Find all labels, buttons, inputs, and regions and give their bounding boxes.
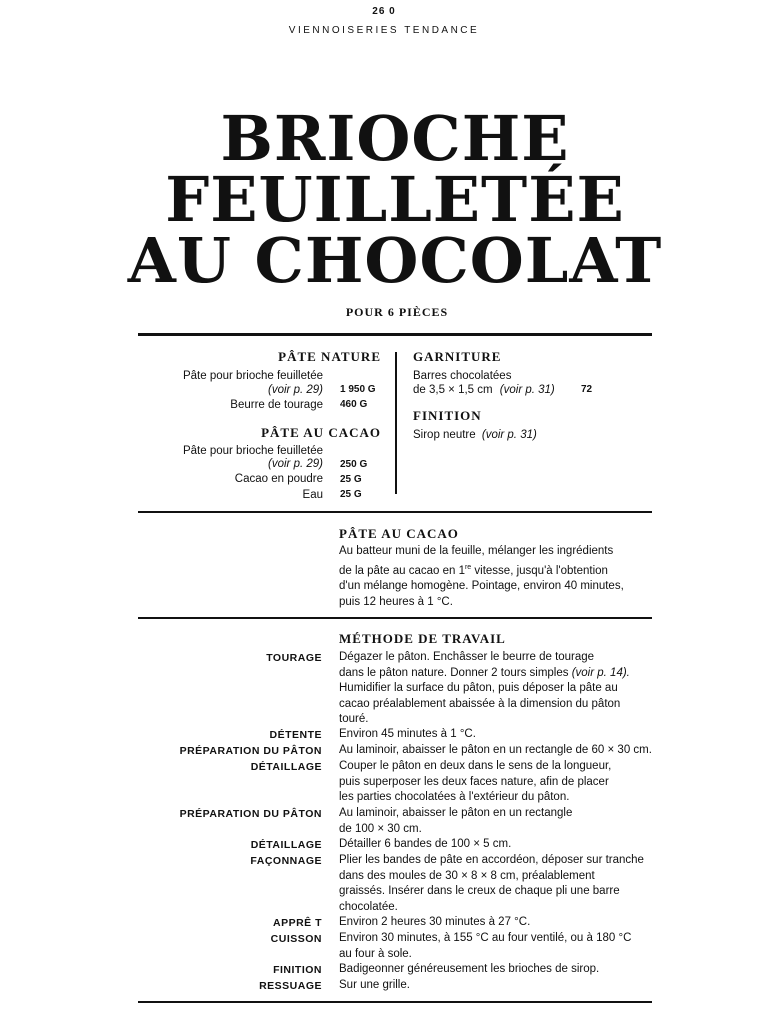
divider-middle <box>138 511 652 513</box>
step-line: de 100 × 30 cm. <box>339 822 422 835</box>
pate-nature-item1: Pâte pour brioche feuilletée <box>182 370 323 382</box>
page-number: 26 0 <box>372 6 396 17</box>
pate-cacao-item1-qty: 250 G <box>340 459 368 470</box>
step-label-faconnage: FAÇONNAGE <box>250 855 322 867</box>
step-label-ressuage: RESSUAGE <box>259 980 322 992</box>
step-text-tourage <box>339 650 630 728</box>
garniture-size: de 3,5 × 1,5 cm <box>413 384 493 396</box>
step-line: touré. <box>339 713 369 726</box>
step-line: Environ 45 minutes à 1 °C. <box>339 728 476 740</box>
step-line: Couper le pâton en deux dans le sens de la longueur, <box>339 760 612 772</box>
cacao-line-2 <box>339 560 624 579</box>
cacao-line-4: puis 12 heures à 1 °C. <box>339 595 453 608</box>
step-line: Dégazer le pâton. Enchâsser le beurre de tourage <box>339 651 595 663</box>
pate-nature-item1-qty: 1 950 G <box>340 384 376 395</box>
cacao-section-body <box>339 544 624 610</box>
cacao-line-2b: vitesse, jusqu'à l'obtention <box>471 564 608 577</box>
step-label-cuisson: CUISSON <box>270 933 322 945</box>
cacao-section-heading: PÂTE AU CACAO <box>339 526 459 541</box>
step-line: Badigeonner généreusement les brioches de sirop. <box>339 963 600 975</box>
pate-nature-item1-ref: (voir p. 29) <box>268 384 323 396</box>
step-text-finition <box>339 962 599 978</box>
garniture-heading: GARNITURE <box>413 349 502 364</box>
pate-nature-item2-qty: 460 G <box>340 399 368 410</box>
cacao-line-3: d'un mélange homogène. Pointage, environ 40 minutes, <box>339 580 624 593</box>
finition-heading: FINITION <box>413 408 482 423</box>
step-label-preparation-1: PRÉPARATION DU PÂTON <box>179 745 322 757</box>
running-title: VIENNOISERIES TENDANCE <box>288 25 480 36</box>
garniture-line2 <box>413 382 555 398</box>
step-label-appret: APPRÊ T <box>272 917 322 929</box>
step-line: Sur une grille. <box>339 979 410 991</box>
garniture-ref: (voir p. 31) <box>499 384 555 396</box>
step-line: au four à sole. <box>339 947 412 960</box>
pate-cacao-item3: Eau <box>302 489 323 501</box>
step-line: Environ 30 minutes, à 155 °C au four ventilé, ou à 180 °C <box>339 932 632 944</box>
step-line: Humidifier la surface du pâton, puis déposer la pâte au <box>339 682 618 695</box>
step-line: Au laminoir, abaisser le pâton en un rectangle de 60 × 30 cm. <box>339 744 652 756</box>
pate-cacao-item1: Pâte pour brioche feuilletée <box>182 445 323 457</box>
step-text-detaillage-2 <box>339 837 511 853</box>
step-line: les parties chocolatées à l'extérieur du pâton. <box>339 791 570 804</box>
title-line-1: BRIOCHE <box>220 102 570 175</box>
step-label-detaillage-1: DÉTAILLAGE <box>250 761 322 773</box>
column-divider <box>395 352 397 494</box>
step-line: Environ 2 heures 30 minutes à 27 °C. <box>339 916 531 928</box>
step-text-ressuage <box>339 978 410 994</box>
finition-line <box>413 427 537 443</box>
step-text-preparation-1 <box>339 743 652 759</box>
finition-name: Sirop neutre <box>413 429 476 441</box>
step-line: cacao préalablement abaissée à la dimension du pâton <box>339 697 621 710</box>
method-heading: MÉTHODE DE TRAVAIL <box>339 631 506 646</box>
pate-cacao-item2: Cacao en poudre <box>234 473 323 485</box>
step-text-detente <box>339 727 476 743</box>
step-text-faconnage <box>339 853 644 915</box>
cacao-line-1: Au batteur muni de la feuille, mélanger les ingrédients <box>339 545 614 557</box>
finition-ref: (voir p. 31) <box>481 429 537 441</box>
pate-cacao-item1-ref: (voir p. 29) <box>268 458 323 470</box>
step-line: puis superposer les deux faces nature, afin de placer <box>339 775 609 788</box>
step-text-detaillage-1 <box>339 759 611 806</box>
title-line-2: FEUILLETÉE <box>165 163 625 236</box>
pate-nature-heading: PÂTE NATURE <box>278 349 381 364</box>
divider-top <box>138 333 652 336</box>
title-line-3: AU CHOCOLAT <box>127 224 663 297</box>
cacao-line-2-sup: re <box>464 563 472 571</box>
garniture-qty: 72 <box>581 384 593 395</box>
serves-label: POUR 6 PIÈCES <box>345 305 449 319</box>
step-text-preparation-2 <box>339 806 572 837</box>
step-line: chocolatée. <box>339 900 398 913</box>
step-label-detente: DÉTENTE <box>269 729 322 741</box>
step-ref: (voir p. 14). <box>571 666 630 679</box>
pate-nature-item2: Beurre de tourage <box>230 399 323 411</box>
step-label-detaillage-2: DÉTAILLAGE <box>250 839 322 851</box>
recipe-title <box>0 102 768 297</box>
step-line <box>339 666 630 682</box>
pate-cacao-item2-qty: 25 G <box>340 474 362 485</box>
step-line: Plier les bandes de pâte en accordéon, déposer sur tranche <box>339 854 644 866</box>
step-line: Détailler 6 bandes de 100 × 5 cm. <box>339 838 512 850</box>
step-line: graissés. Insérer dans le creux de chaque pli une barre <box>339 885 620 898</box>
step-label-tourage: TOURAGE <box>266 652 322 664</box>
pate-cacao-heading: PÂTE AU CACAO <box>261 425 381 440</box>
pate-cacao-item3-qty: 25 G <box>340 489 362 500</box>
divider-bottom <box>138 1001 652 1003</box>
step-label-finition: FINITION <box>273 964 322 976</box>
step-line: Au laminoir, abaisser le pâton en un rectangle <box>339 807 573 819</box>
garniture-line1: Barres chocolatées <box>413 370 512 382</box>
step-line: dans des moules de 30 × 8 × 8 cm, préalablement <box>339 869 595 882</box>
step-label-preparation-2: PRÉPARATION DU PÂTON <box>179 808 322 820</box>
step-text-cuisson <box>339 931 631 962</box>
cacao-line-2a: de la pâte au cacao en 1 <box>339 564 465 577</box>
step-text-appret <box>339 915 530 931</box>
divider-lower <box>138 617 652 619</box>
step-line-part: dans le pâton nature. Donner 2 tours simples <box>339 666 569 679</box>
